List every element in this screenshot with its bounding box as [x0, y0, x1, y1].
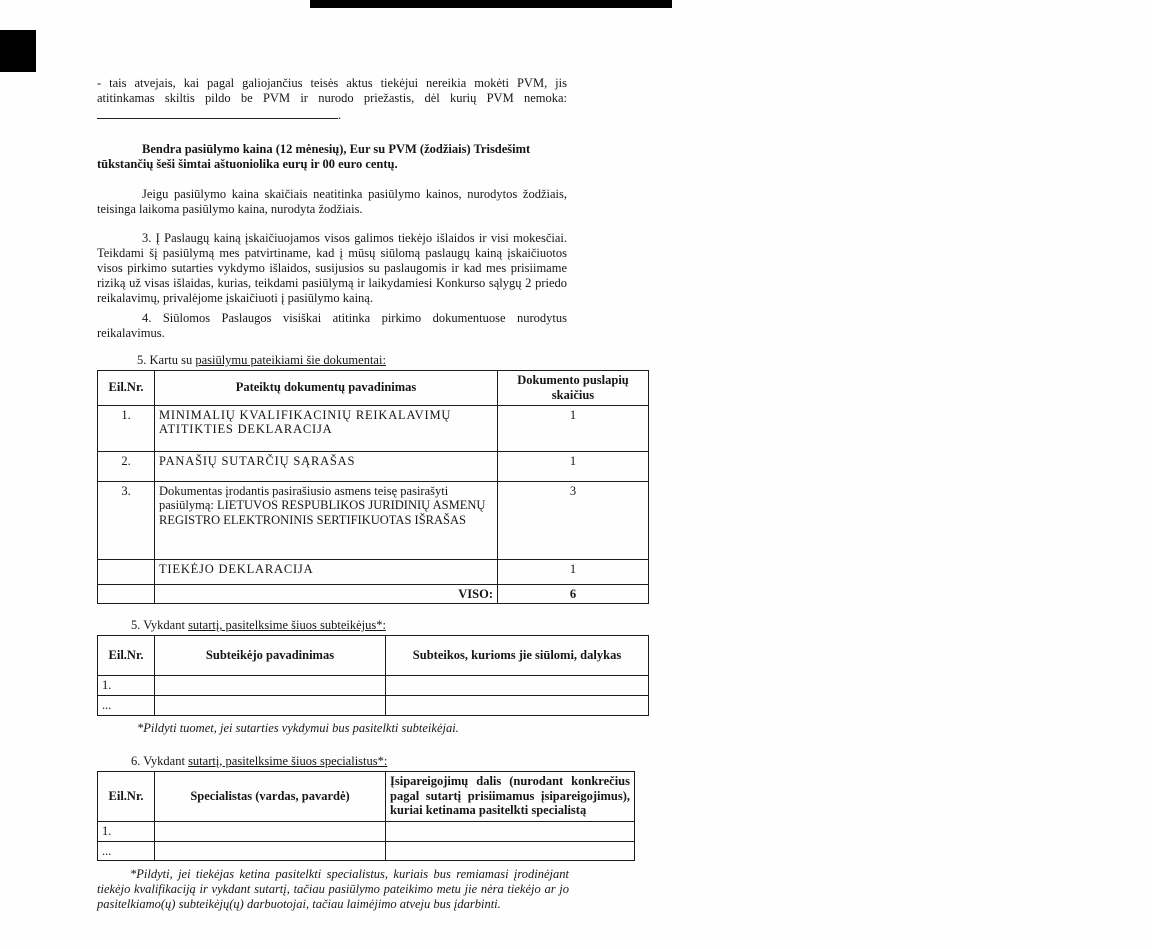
clause-3-paragraph: 3. Į Paslaugų kainą įskaičiuojamos visos galimos tiekėjo išlaidos ir visi mokesčiai. Teikdami šį pasiūlymą mes patvirtiname, kad į mūsų siūlomą paslaugų kainą įskaičiuotos visos pirkimo sutarties vykdymo išlaidos, susijusios su paslaugomis ir kad mes prisiimame riziką už visas išlaidas, kurias, teikdami pasiūlymą ir laikydamiesi Konkurso sąlygų 2 priedo reikalavimų, privalėjome įskaičiuoti į pasiūlymo kainą.: [97, 231, 567, 305]
documents-header-row: [98, 371, 649, 406]
spec-cell-nr: 1.: [98, 821, 155, 841]
doc-total-empty-cell: [98, 584, 155, 604]
table-row: [98, 696, 649, 716]
fill-period: .: [338, 108, 342, 122]
subcontractors-heading-underlined: sutartį, pasitelksime šiuos subteikėjus*:: [188, 618, 386, 633]
sub-cell-name: [155, 696, 386, 716]
blank-fill-line: [97, 108, 650, 122]
doc-cell-pages: 1: [498, 451, 649, 481]
table-row: [98, 676, 649, 696]
documents-total-row: [98, 584, 649, 604]
spec-cell-scope: [386, 821, 635, 841]
subcontractors-heading-prefix: 5. Vykdant: [131, 618, 189, 633]
clause-4-paragraph: 4. Siūlomos Paslaugos visiškai atitinka pirkimo dokumentuose nurodytus reikalavimus.: [97, 311, 567, 340]
documents-header-nr: Eil.Nr.: [98, 371, 155, 406]
sub-cell-name: [155, 676, 386, 696]
doc-cell-pages: 3: [498, 481, 649, 559]
subcontractors-header-nr: Eil.Nr.: [98, 636, 155, 676]
specialists-heading-prefix: 6. Vykdant: [131, 753, 189, 768]
subcontractors-table: [97, 635, 649, 716]
sub-cell-scope: [386, 696, 649, 716]
specialists-heading: [97, 754, 607, 769]
scan-artifact-corner: [0, 30, 36, 72]
doc-cell-name: MINIMALIŲ KVALIFIKACINIŲ REIKALAVIMŲ ATITIKTIES DEKLARACIJA: [155, 405, 498, 451]
table-row: [98, 559, 649, 584]
specialists-footnote: *Pildyti, jei tiekėjas ketina pasitelkti specialistus, kuriais bus remiamasi įrodinėjant tiekėjo kvalifikaciją ir vykdant sutartį, tačiau pasiūlymo pateikimo metu jie nėra tiekėjo ar jo pasitelkiamo(ų) subteikėjų(ų) darbuotojai, tačiau laimėjimo atveju bus įdarbinti.: [97, 867, 569, 912]
doc-cell-name: Dokumentas įrodantis pasirašiusio asmens teisę pasirašyti pasiūlymą: LIETUVOS RESPUBLIKOS JURIDINIŲ ASMENŲ REGISTRO ELEKTRONINIS SERTIFIKUOTAS IŠRAŠAS: [155, 481, 498, 559]
documents-heading-prefix: 5. Kartu su: [137, 353, 196, 367]
doc-cell-nr: 1.: [98, 405, 155, 451]
total-price-statement: Bendra pasiūlymo kaina (12 mėnesių), Eur su PVM (žodžiais) Trisdešimt tūkstančių šeši šimtai aštuoniolika eurų ir 00 euro centų.: [97, 142, 531, 171]
table-row: [98, 481, 649, 559]
documents-header-name: Pateiktų dokumentų pavadinimas: [155, 371, 498, 406]
sub-cell-nr: ...: [98, 696, 155, 716]
doc-cell-nr: 2.: [98, 451, 155, 481]
doc-cell-name: TIEKĖJO DEKLARACIJA: [155, 559, 498, 584]
spec-cell-name: [155, 821, 386, 841]
subcontractors-header-name: Subteikėjo pavadinimas: [155, 636, 386, 676]
doc-total-label: VISO:: [155, 584, 498, 604]
doc-cell-nr: 3.: [98, 481, 155, 559]
sub-cell-scope: [386, 676, 649, 696]
spec-cell-scope: [386, 841, 635, 861]
doc-cell-pages: 1: [498, 405, 649, 451]
doc-cell-nr: [98, 559, 155, 584]
fill-rule: [97, 108, 338, 119]
specialists-header-nr: Eil.Nr.: [98, 771, 155, 821]
table-row: [98, 405, 649, 451]
spec-cell-name: [155, 841, 386, 861]
table-row: [98, 841, 635, 861]
specialists-header-row: [98, 771, 635, 821]
documents-heading-underlined: pasiūlymu pateikiami šie dokumentai:: [195, 353, 386, 367]
pvm-exception-note: - tais atvejais, kai pagal galiojančius teisės aktus tiekėjui nereikia mokėti PVM, jis atitinkamas skiltis pildo be PVM ir nurodo priežastis, dėl kurių PVM nemoka:: [97, 76, 567, 105]
doc-total-value: 6: [498, 584, 649, 604]
specialists-header-name: Specialistas (vardas, pavardė): [155, 771, 386, 821]
subcontractors-header-row: [98, 636, 649, 676]
document-content: [97, 76, 650, 912]
documents-header-pages: Dokumento puslapių skaičius: [498, 371, 649, 406]
table-row: [98, 451, 649, 481]
scan-artifact-bar: [310, 0, 672, 8]
doc-cell-name: PANAŠIŲ SUTARČIŲ SĄRAŠAS: [155, 451, 498, 481]
doc-cell-pages: 1: [498, 559, 649, 584]
subcontractors-heading: [97, 618, 607, 633]
subcontractors-header-scope: Subteikos, kurioms jie siūlomi, dalykas: [386, 636, 649, 676]
specialists-header-scope: Įsipareigojimų dalis (nurodant konkrečius pagal sutartį prisiimamus įsipareigojimus), kuriai ketinama pasitelkti specialistą: [386, 771, 635, 821]
sub-cell-nr: 1.: [98, 676, 155, 696]
subcontractors-footnote: *Pildyti tuomet, jei sutarties vykdymui bus pasitelkti subteikėjai.: [137, 720, 459, 735]
documents-table: [97, 370, 649, 604]
documents-list-heading: [97, 353, 607, 368]
specialists-heading-underlined: sutartį, pasitelksime šiuos specialistus*:: [188, 753, 388, 768]
specialists-table: [97, 771, 635, 862]
table-row: [98, 821, 635, 841]
price-words-precedence-note: Jeigu pasiūlymo kaina skaičiais neatitinka pasiūlymo kainos, nurodytos žodžiais, teisinga laikoma pasiūlymo kaina, nurodyta žodžiais.: [97, 187, 567, 216]
spec-cell-nr: ...: [98, 841, 155, 861]
